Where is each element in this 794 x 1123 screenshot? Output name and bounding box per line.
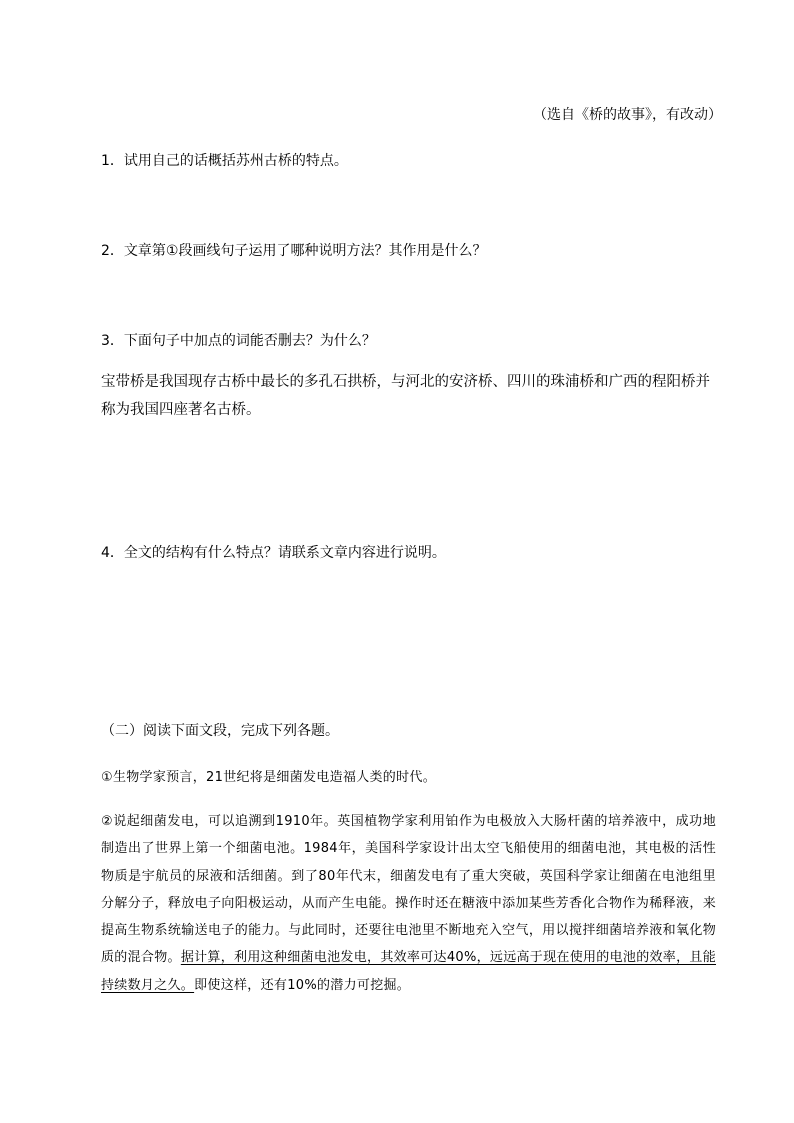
question-4: 4．全文的结构有什么特点？请联系文章内容进行说明。 [101,545,446,561]
paragraph-2-tail: 即使这样，还有10%的潜力可挖掘。 [194,977,411,993]
question-1: 1．试用自己的话概括苏州古桥的特点。 [101,153,348,169]
underlined-sentence: 据计算，利用这种细菌电池发电，其效率可达40%，远远高于现在使用的电池的效率，且能持续数月之久。 [101,950,717,993]
paragraph-2-text: ②说起细菌发电，可以追溯到1910年。英国植物学家利用铂作为电极放入大肠杆菌的培养液中，成功地制造出了世界上第一个细菌电池。1984年，美国科学家设计出太空飞船使用的细菌电池，其电极的活性物质是宇航员的尿液和活细菌。到了80年代末，细菌发电有了重大突破，英国科学家让细菌在电池组里分解分子，释放电子向阳极运动，从而产生电能。操作时还在糖液中添加某些芳香化合物作为稀释液，来提高生物系统输送电子的能力。与此同时，还要往电池里不断地充入空气，用以搅拌细菌培养液和氧化物质的混合物。 [101,814,716,966]
question-2: 2．文章第①段画线句子运用了哪种说明方法？其作用是什么？ [101,243,487,259]
passage-paragraph-2 [101,808,716,999]
section-2-heading: （二）阅读下面文段，完成下列各题。 [101,723,339,739]
question-3: 3．下面句子中加点的词能否删去？为什么？ [101,333,376,349]
source-citation: （选自《桥的故事》，有改动） [533,107,722,123]
question-3-example-sentence: 宝带桥是我国现存古桥中最长的多孔石拱桥，与河北的安济桥、四川的珠浦桥和广西的程阳桥并称为我国四座著名古桥。 [101,374,710,418]
passage-paragraph-1: ①生物学家预言，21世纪将是细菌发电造福人类的时代。 [101,770,436,785]
